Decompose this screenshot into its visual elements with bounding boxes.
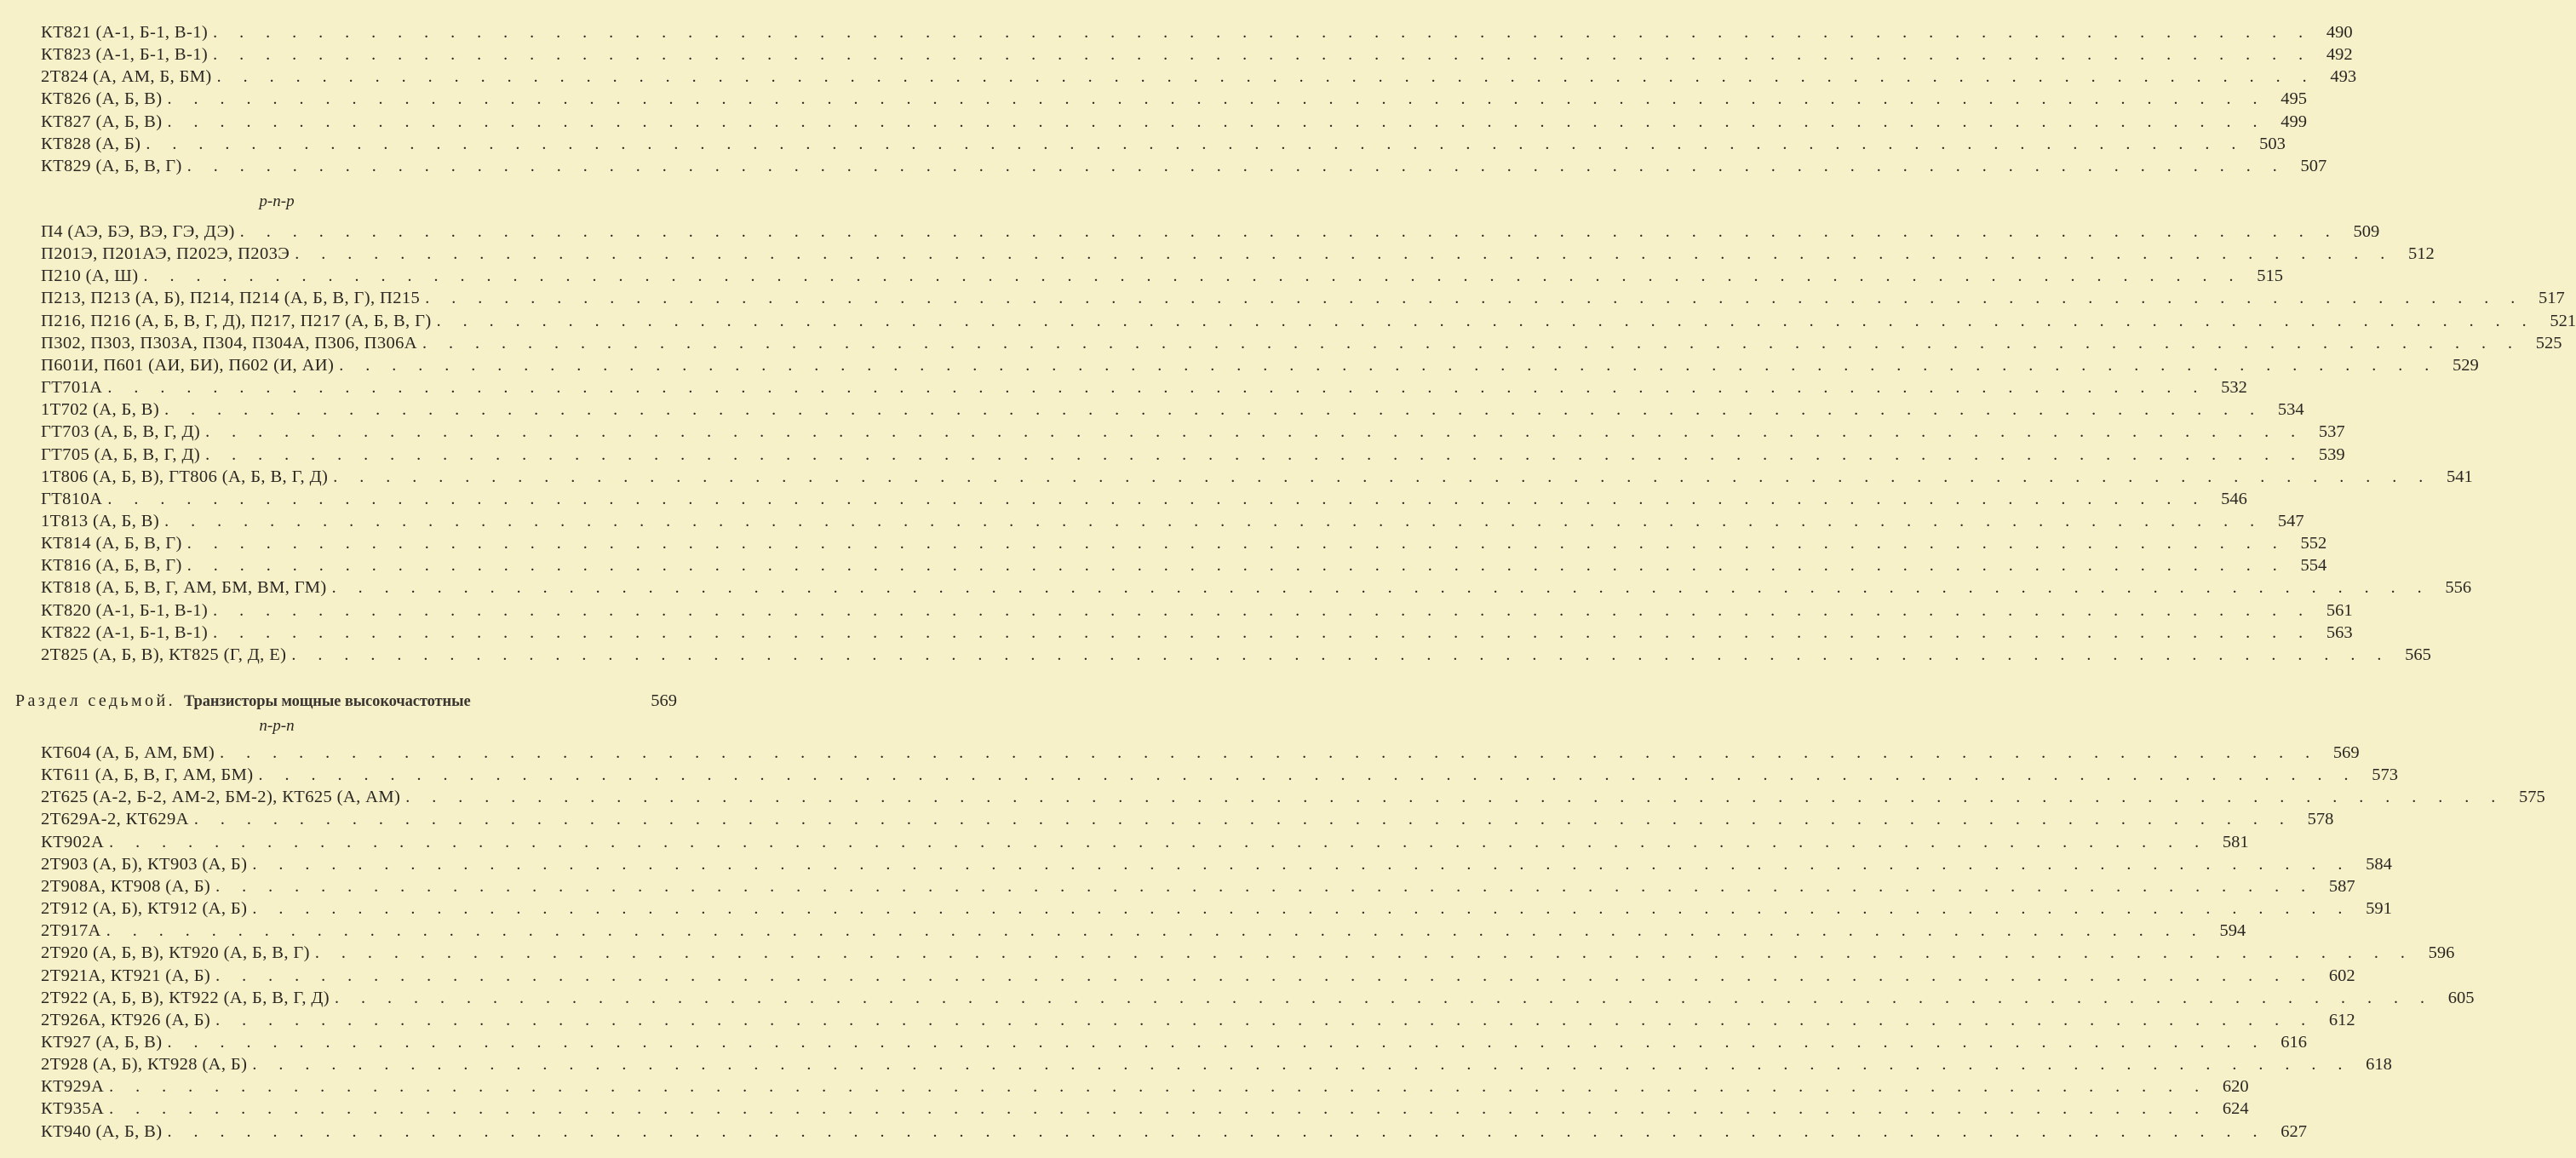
- page-number: 573: [2372, 765, 2398, 785]
- toc-entry[interactable]: [41, 354, 2479, 376]
- page-number: 565: [2405, 645, 2431, 664]
- page-number: 495: [2281, 89, 2307, 109]
- page-number: 532: [2221, 378, 2247, 398]
- entry-title: КТ929А: [41, 1077, 105, 1097]
- dot-leader: . . . . . . . . . . . . . . . . . . . . . . . . . . . . . . . . . . . . . . . . . . . . . . . . . . . . . . . . . . . . . . . . . . . . . . . . . . . . . . . .: [333, 467, 2432, 486]
- toc-entry[interactable]: [41, 488, 2247, 510]
- page-number: 591: [2366, 899, 2392, 919]
- toc-entry[interactable]: [41, 88, 2307, 110]
- toc-entry[interactable]: [41, 310, 2576, 332]
- dot-leader: . . . . . . . . . . . . . . . . . . . . . . . . . . . . . . . . . . . . . . . . . . . . . . . . . . . . . . . . . . . . . . . . . . . . . . . . . . . . . . . .: [107, 489, 2206, 508]
- page-number: 517: [2538, 289, 2565, 308]
- entry-title: П213, П213 (А, Б), П214, П214 (А, Б, В, Г), П215: [41, 289, 421, 308]
- dot-leader: . . . . . . . . . . . . . . . . . . . . . . . . . . . . . . . . . . . . . . . . . . . . . . . . . . . . . . . . . . . . . . . . . . . . . . . . . . . . . . . .: [291, 645, 2390, 664]
- page-number: 627: [2281, 1121, 2307, 1141]
- entry-title: П302, П303, П303А, П304, П304А, П306, П306А: [41, 333, 417, 353]
- dot-leader: . . . . . . . . . . . . . . . . . . . . . . . . . . . . . . . . . . . . . . . . . . . . . . . . . . . . . . . . . . . . . . . . . . . . . . . . . . . . . . . .: [239, 222, 2339, 241]
- page-number: 612: [2328, 1010, 2355, 1029]
- toc-entry[interactable]: [41, 243, 2435, 265]
- dot-leader: . . . . . . . . . . . . . . . . . . . . . . . . . . . . . . . . . . . . . . . . . . . . . . . . . . . . . . . . . . . . . . . . . . . . . . . . . . . . . . . .: [213, 600, 2312, 620]
- toc-entry[interactable]: [41, 421, 2345, 443]
- entry-title: 2Т921А, КТ921 (А, Б): [41, 966, 211, 985]
- toc-entry[interactable]: [41, 576, 2472, 599]
- toc-entry[interactable]: [41, 831, 2249, 853]
- toc-entry[interactable]: [41, 786, 2545, 808]
- dot-leader: . . . . . . . . . . . . . . . . . . . . . . . . . . . . . . . . . . . . . . . . . . . . . . . . . . . . . . . . . . . . . . . . . . . . . . . . . . . . . . . .: [107, 378, 2206, 398]
- toc-entry[interactable]: [41, 376, 2247, 398]
- page-number: 575: [2518, 788, 2545, 807]
- dot-leader: . . . . . . . . . . . . . . . . . . . . . . . . . . . . . . . . . . . . . . . . . . . . . . . . . . . . . . . . . . . . . . . . . . . . . . . . . . . . . . . .: [106, 921, 2206, 941]
- dot-leader: . . . . . . . . . . . . . . . . . . . . . . . . . . . . . . . . . . . . . . . . . . . . . . . . . . . . . . . . . . . . . . . . . . . . . . . . . . . . . . . .: [295, 244, 2394, 264]
- dot-leader: . . . . . . . . . . . . . . . . . . . . . . . . . . . . . . . . . . . . . . . . . . . . . . . . . . . . . . . . . . . . . . . . . . . . . . . . . . . . . . . .: [167, 89, 2266, 109]
- toc-entry[interactable]: [41, 965, 2355, 987]
- dot-leader: . . . . . . . . . . . . . . . . . . . . . . . . . . . . . . . . . . . . . . . . . . . . . . . . . . . . . . . . . . . . . . . . . . . . . . . . . . . . . . . .: [252, 1055, 2351, 1075]
- entry-title: 1Т813 (А, Б, В): [41, 511, 160, 530]
- dot-leader: . . . . . . . . . . . . . . . . . . . . . . . . . . . . . . . . . . . . . . . . . . . . . . . . . . . . . . . . . . . . . . . . . . . . . . . . . . . . . . . .: [220, 743, 2319, 762]
- entry-title: 2Т912 (А, Б), КТ912 (А, Б): [41, 899, 248, 919]
- toc-entry[interactable]: [41, 444, 2345, 466]
- entry-title: 1Т806 (А, Б, В), ГТ806 (А, Б, В, Г, Д): [41, 467, 329, 486]
- page-number: 596: [2428, 943, 2455, 963]
- page-number: 503: [2259, 134, 2286, 153]
- page-number: 547: [2277, 511, 2304, 530]
- page-number: 594: [2219, 921, 2246, 941]
- page-number: 618: [2366, 1055, 2392, 1075]
- subhead-npn: n-p-n: [259, 717, 295, 735]
- section-heading[interactable]: [15, 689, 677, 713]
- dot-leader: . . . . . . . . . . . . . . . . . . . . . . . . . . . . . . . . . . . . . . . . . . . . . . . . . . . . . . . . . . . . . . . . . . . . . . . . . . . . . . . .: [164, 400, 2263, 420]
- entry-title: КТ611 (А, Б, В, Г, АМ, БМ): [41, 765, 254, 785]
- dot-leader: . . . . . . . . . . . . . . . . . . . . . . . . . . . . . . . . . . . . . . . . . . . . . . . . . . . . . . . . . . . . . . . . . . . . . . . . . . . . . . . .: [215, 1010, 2315, 1029]
- dot-leader: . . . . . . . . . . . . . . . . . . . . . . . . . . . . . . . . . . . . . . . . . . . . . . . . . . . . . . . . . . . . . . . . . . . . . . . . . . . . . . . .: [109, 1099, 2208, 1119]
- dot-leader: . . . . . . . . . . . . . . . . . . . . . . . . . . . . . . . . . . . . . . . . . . . . . . . . . . . . . . . . . . . . . . . . . . . . . . . . . . . . . . . .: [258, 765, 2357, 785]
- entry-title: 2Т825 (А, Б, В), КТ825 (Г, Д, Е): [41, 645, 287, 664]
- dot-leader: . . . . . . . . . . . . . . . . . . . . . . . . . . . . . . . . . . . . . . . . . . . . . . . . . . . . . . . . . . . . . . . . . . . . . . . . . . . . . . . .: [215, 876, 2315, 896]
- toc-entry[interactable]: [41, 764, 2398, 786]
- toc-entry[interactable]: [41, 622, 2353, 644]
- entry-title: 2Т629А-2, КТ629А: [41, 810, 189, 829]
- entry-title: ГТ703 (А, Б, В, Г, Д): [41, 422, 201, 442]
- page-number: 492: [2326, 45, 2353, 65]
- toc-entry[interactable]: [41, 398, 2304, 421]
- entry-title: 2Т908А, КТ908 (А, Б): [41, 876, 211, 896]
- entry-title: КТ902А: [41, 832, 105, 851]
- page-number: 529: [2452, 355, 2479, 375]
- toc-entry[interactable]: [41, 742, 2360, 764]
- entry-title: КТ826 (А, Б, В): [41, 89, 163, 109]
- dot-leader: . . . . . . . . . . . . . . . . . . . . . . . . . . . . . . . . . . . . . . . . . . . . . . . . . . . . . . . . . . . . . . . . . . . . . . . . . . . . . . . .: [186, 556, 2286, 576]
- toc-entry[interactable]: [41, 466, 2473, 488]
- toc-entry[interactable]: [41, 133, 2286, 155]
- entry-title: 2Т920 (А, Б, В), КТ920 (А, Б, В, Г): [41, 943, 310, 963]
- page-number: 578: [2307, 810, 2334, 829]
- entry-title: 2Т922 (А, Б, В), КТ922 (А, Б, В, Г, Д): [41, 988, 330, 1007]
- dot-leader: . . . . . . . . . . . . . . . . . . . . . . . . . . . . . . . . . . . . . . . . . . . . . . . . . . . . . . . . . . . . . . . . . . . . . . . . . . . . . . . .: [193, 810, 2293, 829]
- page-number: 493: [2330, 67, 2357, 87]
- page-number: 602: [2328, 966, 2355, 985]
- page-number: 587: [2328, 876, 2355, 896]
- page-number: 521: [2550, 311, 2576, 330]
- toc-entry[interactable]: [41, 1121, 2307, 1143]
- page-number: 552: [2300, 534, 2327, 553]
- entry-title: П201Э, П201АЭ, П202Э, П203Э: [41, 244, 290, 264]
- toc-entry[interactable]: [41, 532, 2327, 554]
- page-number: 539: [2318, 444, 2345, 464]
- toc-entry[interactable]: [41, 155, 2327, 177]
- page-number: 616: [2281, 1032, 2307, 1052]
- page-number: 499: [2281, 112, 2307, 131]
- entry-title: П216, П216 (А, Б, В, Г, Д), П217, П217 (А, Б, В, Г): [41, 311, 432, 330]
- dot-leader: . . . . . . . . . . . . . . . . . . . . . . . . . . . . . . . . . . . . . . . . . . . . . . . . . . . . . . . . . . . . . . . . . . . . . . . . . . . . . . . .: [167, 1121, 2266, 1141]
- dot-leader: . . . . . . . . . . . . . . . . . . . . . . . . . . . . . . . . . . . . . . . . . . . . . . . . . . . . . . . . . . . . . . . . . . . . . . . . . . . . . . . .: [213, 23, 2312, 42]
- page-number: 507: [2300, 156, 2327, 175]
- dot-leader: . . . . . . . . . . . . . . . . . . . . . . . . . . . . . . . . . . . . . . . . . . . . . . . . . . . . . . . . . . . . . . . . . . . . . . . . . . . . . . . .: [109, 832, 2208, 851]
- toc-entry[interactable]: [41, 875, 2355, 897]
- toc-entry[interactable]: [41, 66, 2357, 88]
- toc-entry[interactable]: [41, 1009, 2355, 1031]
- entry-title: ГТ810А: [41, 489, 103, 508]
- page-number: 512: [2407, 244, 2435, 264]
- page-number: 509: [2353, 222, 2380, 241]
- entry-title: КТ935А: [41, 1099, 105, 1119]
- dot-leader: . . . . . . . . . . . . . . . . . . . . . . . . . . . . . . . . . . . . . . . . . . . . . . . . . . . . . . . . . . . . . . . . . . . . . . . . . . . . . . . .: [331, 578, 2431, 598]
- entry-title: КТ828 (А, Б): [41, 134, 141, 153]
- toc-entry[interactable]: [41, 287, 2565, 309]
- dot-leader: . . . . . . . . . . . . . . . . . . . . . . . . . . . . . . . . . . . . . . . . . . . . . . . . . . . . . . . . . . . . . . . . . . . . . . . . . . . . . . . .: [425, 289, 2524, 308]
- toc-entry[interactable]: [41, 853, 2392, 875]
- page-number: 556: [2445, 578, 2472, 598]
- entry-title: КТ940 (А, Б, В): [41, 1121, 163, 1141]
- entry-title: КТ821 (А-1, Б-1, В-1): [41, 23, 209, 42]
- entry-title: П210 (А, Ш): [41, 267, 139, 286]
- page-number: 546: [2221, 489, 2247, 508]
- page-number: 569: [651, 691, 677, 710]
- toc-entry[interactable]: [41, 897, 2392, 920]
- page-number: 554: [2300, 556, 2327, 576]
- page-number: 525: [2535, 333, 2562, 353]
- dot-leader: . . . . . . . . . . . . . . . . . . . . . . . . . . . . . . . . . . . . . . . . . . . . . . . . . . . . . . . . . . . . . . . . . . . . . . . . . . . . . . . .: [109, 1077, 2208, 1097]
- entry-title: 2Т917А: [41, 921, 101, 941]
- dot-leader: . . . . . . . . . . . . . . . . . . . . . . . . . . . . . . . . . . . . . . . . . . . . . . . . . . . . . . . . . . . . . . . . . . . . . . . . . . . . . . . .: [186, 534, 2286, 553]
- dot-leader: . . . . . . . . . . . . . . . . . . . . . . . . . . . . . . . . . . . . . . . . . . . . . . . . . . . . . . . . . . . . . . . . . . . . . . . . . . . . . . . .: [216, 67, 2316, 87]
- dot-leader: . . . . . . . . . . . . . . . . . . . . . . . . . . . . . . . . . . . . . . . . . . . . . . . . . . . . . . . . . . . . . . . . . . . . . . . . . . . . . . . .: [167, 1032, 2266, 1052]
- toc-entry[interactable]: [41, 43, 2353, 66]
- entry-title: 2Т903 (А, Б), КТ903 (А, Б): [41, 854, 248, 874]
- toc-entry[interactable]: [41, 21, 2353, 43]
- entry-title: КТ818 (А, Б, В, Г, АМ, БМ, ВМ, ГМ): [41, 578, 327, 598]
- toc-entry[interactable]: [41, 265, 2283, 287]
- toc-entry[interactable]: [41, 1031, 2307, 1053]
- section-title: Транзисторы мощные высокочастотные: [183, 693, 471, 710]
- dot-leader: . . . . . . . . . . . . . . . . . . . . . . . . . . . . . . . . . . . . . . . . . . . . . . . . . . . . . . . . . . . . . . . . . . . . . . . . . . . . . . . .: [205, 422, 2304, 442]
- toc-entry[interactable]: [41, 510, 2304, 532]
- dot-leader: . . . . . . . . . . . . . . . . . . . . . . . . . . . . . . . . . . . . . . . . . . . . . . . . . . . . . . . . . . . . . . . . . . . . . . . . . . . . . . . .: [436, 311, 2536, 330]
- dot-leader: . . . . . . . . . . . . . . . . . . . . . . . . . . . . . . . . . . . . . . . . . . . . . . . . . . . . . . . . . . . . . . . . . . . . . . . . . . . . . . . .: [167, 112, 2266, 131]
- page-number: 584: [2366, 854, 2392, 874]
- page-number: 561: [2326, 600, 2353, 620]
- entry-title: 2Т928 (А, Б), КТ928 (А, Б): [41, 1055, 248, 1075]
- entry-title: КТ816 (А, Б, В, Г): [41, 556, 182, 576]
- page-number: 605: [2447, 988, 2475, 1007]
- dot-leader: . . . . . . . . . . . . . . . . . . . . . . . . . . . . . . . . . . . . . . . . . . . . . . . . . . . . . . . . . . . . . . . . . . . . . . . . . . . . . . . .: [215, 966, 2315, 985]
- dot-leader: . . . . . . . . . . . . . . . . . . . . . . . . . . . . . . . . . . . . . . . . . . . . . . . . . . . . . . . . . . . . . . . . . . . . . . . . . . . . . . . .: [164, 511, 2263, 530]
- entry-title: ГТ705 (А, Б, В, Г, Д): [41, 444, 201, 464]
- dot-leader: . . . . . . . . . . . . . . . . . . . . . . . . . . . . . . . . . . . . . . . . . . . . . . . . . . . . . . . . . . . . . . . . . . . . . . . . . . . . . . . .: [405, 788, 2504, 807]
- page-number: 569: [2332, 743, 2360, 762]
- dot-leader: . . . . . . . . . . . . . . . . . . . . . . . . . . . . . . . . . . . . . . . . . . . . . . . . . . . . . . . . . . . . . . . . . . . . . . . . . . . . . . . .: [335, 988, 2434, 1007]
- entry-title: 2Т824 (А, АМ, Б, БМ): [41, 67, 212, 87]
- dot-leader: . . . . . . . . . . . . . . . . . . . . . . . . . . . . . . . . . . . . . . . . . . . . . . . . . . . . . . . . . . . . . . . . . . . . . . . . . . . . . . . .: [213, 45, 2312, 65]
- entry-title: П601И, П601 (АИ, БИ), П602 (И, АИ): [41, 355, 335, 375]
- toc-entry[interactable]: [41, 221, 2380, 243]
- toc-entry[interactable]: [41, 942, 2455, 964]
- entry-title: КТ822 (А-1, Б-1, В-1): [41, 622, 209, 642]
- toc-entry[interactable]: [41, 644, 2431, 666]
- entry-title: КТ829 (А, Б, В, Г): [41, 156, 182, 175]
- section-label: Раздел седьмой.: [15, 691, 175, 710]
- dot-leader: . . . . . . . . . . . . . . . . . . . . . . . . . . . . . . . . . . . . . . . . . . . . . . . . . . . . . . . . . . . . . . . . . . . . . . . . . . . . . . . .: [146, 134, 2245, 153]
- entry-title: 2Т926А, КТ926 (А, Б): [41, 1010, 211, 1029]
- toc-entry[interactable]: [41, 554, 2327, 576]
- entry-title: КТ823 (А-1, Б-1, В-1): [41, 45, 209, 65]
- dot-leader: . . . . . . . . . . . . . . . . . . . . . . . . . . . . . . . . . . . . . . . . . . . . . . . . . . . . . . . . . . . . . . . . . . . . . . . . . . . . . . . .: [252, 899, 2351, 919]
- toc-entry[interactable]: [41, 1098, 2249, 1120]
- page-number: 620: [2222, 1077, 2249, 1097]
- dot-leader: . . . . . . . . . . . . . . . . . . . . . . . . . . . . . . . . . . . . . . . . . . . . . . . . . . . . . . . . . . . . . . . . . . . . . . . . . . . . . . . .: [143, 267, 2242, 286]
- toc-entry[interactable]: [41, 808, 2334, 830]
- entry-title: КТ604 (А, Б, АМ, БМ): [41, 743, 215, 762]
- page-number: 624: [2222, 1099, 2249, 1119]
- dot-leader: . . . . . . . . . . . . . . . . . . . . . . . . . . . . . . . . . . . . . . . . . . . . . . . . . . . . . . . . . . . . . . . . . . . . . . . . . . . . . . . .: [339, 355, 2438, 375]
- page-number: 534: [2277, 400, 2304, 420]
- page-number: 537: [2318, 422, 2345, 442]
- page-number: 581: [2222, 832, 2249, 851]
- dot-leader: . . . . . . . . . . . . . . . . . . . . . . . . . . . . . . . . . . . . . . . . . . . . . . . . . . . . . . . . . . . . . . . . . . . . . . . . . . . . . . . .: [213, 622, 2312, 642]
- page-number: 541: [2446, 467, 2473, 486]
- page-number: 490: [2326, 23, 2353, 42]
- entry-title: КТ820 (А-1, Б-1, В-1): [41, 600, 209, 620]
- toc-entry[interactable]: [41, 987, 2475, 1009]
- toc-entry[interactable]: [41, 332, 2562, 354]
- dot-leader: . . . . . . . . . . . . . . . . . . . . . . . . . . . . . . . . . . . . . . . . . . . . . . . . . . . . . . . . . . . . . . . . . . . . . . . . . . . . . . . .: [205, 444, 2304, 464]
- entry-title: П4 (АЭ, БЭ, ВЭ, ГЭ, ДЭ): [41, 222, 235, 241]
- entry-title: КТ827 (А, Б, В): [41, 112, 163, 131]
- toc-entry[interactable]: [41, 111, 2307, 133]
- dot-leader: . . . . . . . . . . . . . . . . . . . . . . . . . . . . . . . . . . . . . . . . . . . . . . . . . . . . . . . . . . . . . . . . . . . . . . . . . . . . . . . .: [422, 333, 2521, 353]
- toc-entry[interactable]: [41, 1075, 2249, 1098]
- subhead-pnp: p-n-p: [259, 192, 295, 210]
- entry-title: 2Т625 (А-2, Б-2, АМ-2, БМ-2), КТ625 (А, АМ): [41, 788, 401, 807]
- page-number: 563: [2326, 622, 2353, 642]
- dot-leader: . . . . . . . . . . . . . . . . . . . . . . . . . . . . . . . . . . . . . . . . . . . . . . . . . . . . . . . . . . . . . . . . . . . . . . . . . . . . . . . .: [314, 943, 2414, 963]
- dot-leader: . . . . . . . . . . . . . . . . . . . . . . . . . . . . . . . . . . . . . . . . . . . . . . . . . . . . . . . . . . . . . . . . . . . . . . . . . . . . . . . .: [186, 156, 2286, 175]
- entry-title: КТ814 (А, Б, В, Г): [41, 534, 182, 553]
- dot-leader: . . . . . . . . . . . . . . . . . . . . . . . . . . . . . . . . . . . . . . . . . . . . . . . . . . . . . . . . . . . . . . . . . . . . . . . . . . . . . . . .: [252, 854, 2351, 874]
- toc-entry[interactable]: [41, 920, 2246, 942]
- entry-title: КТ927 (А, Б, В): [41, 1032, 163, 1052]
- entry-title: 1Т702 (А, Б, В): [41, 400, 160, 420]
- page-number: 515: [2257, 267, 2283, 286]
- toc-entry[interactable]: [41, 1053, 2392, 1075]
- toc-entry[interactable]: [41, 599, 2353, 622]
- entry-title: ГТ701А: [41, 378, 103, 398]
